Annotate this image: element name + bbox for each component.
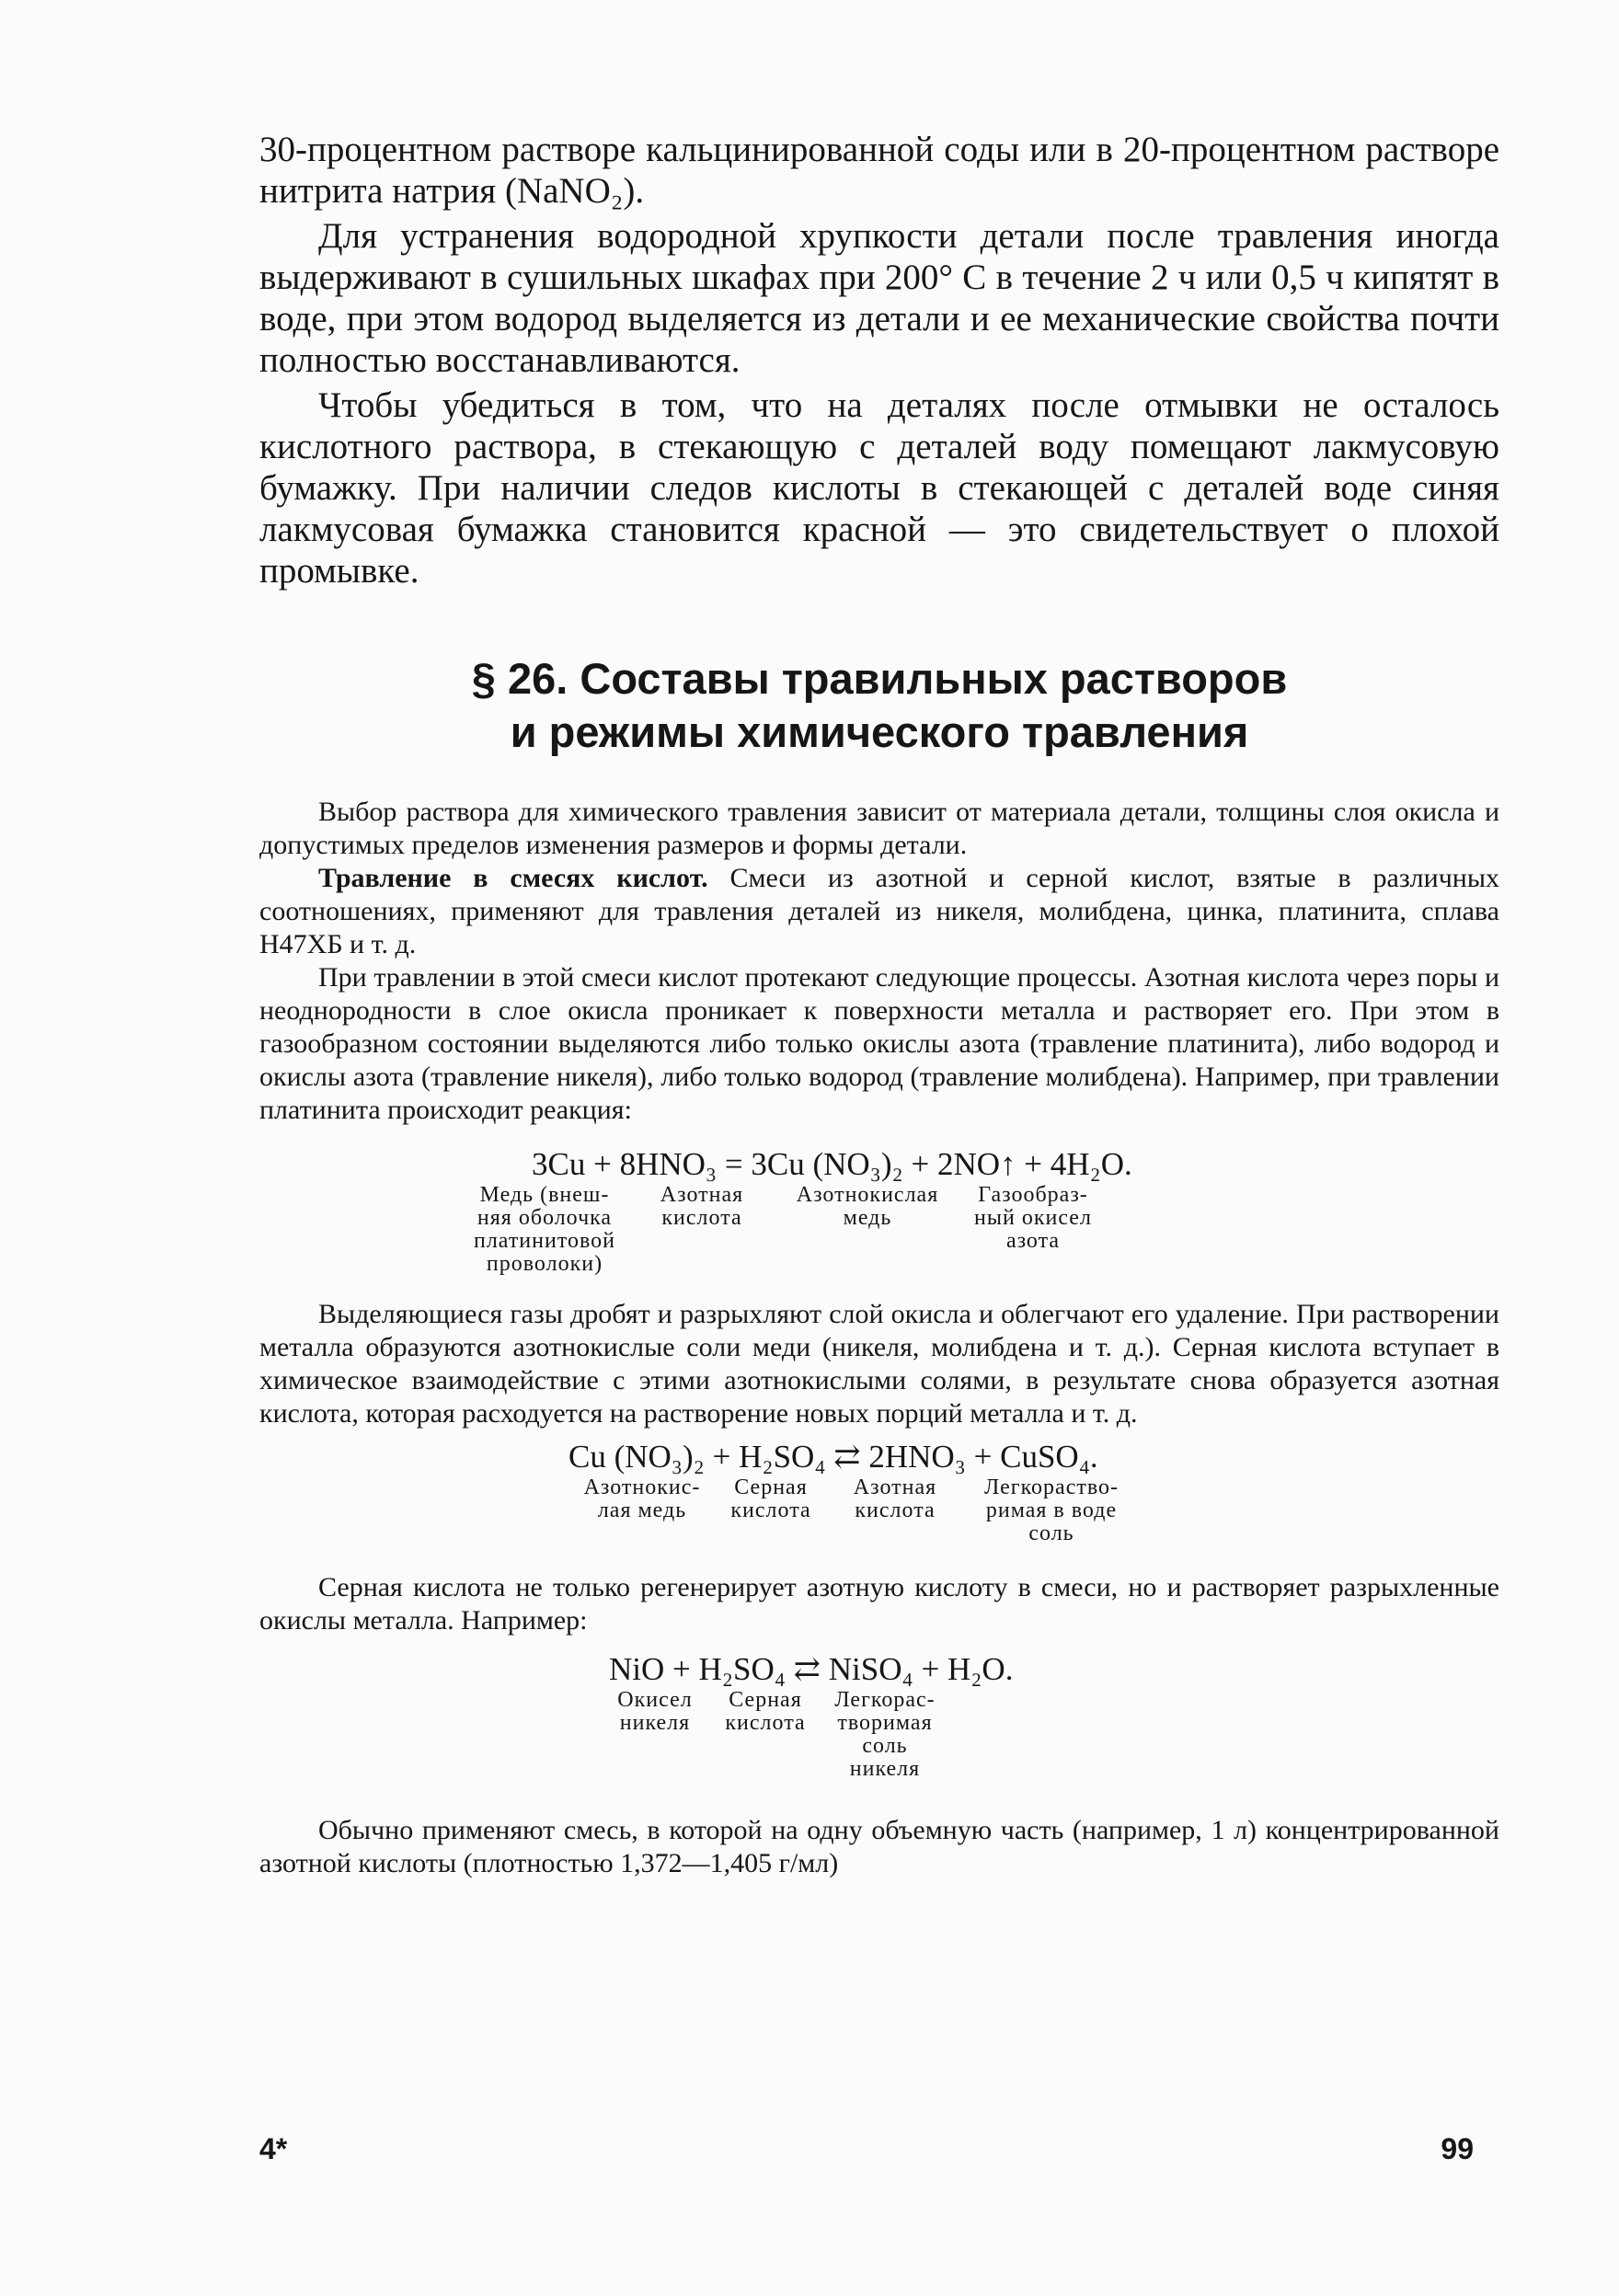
section-title-line1: § 26. Составы травильных растворов xyxy=(471,654,1288,703)
equation-note: Азотная кислота xyxy=(853,1475,937,1522)
equation-note: Азотнокис- лая медь xyxy=(583,1475,701,1522)
paragraph-body-5: Серная кислота не только регенерирует азотную кислоту в смеси, но и растворяет разрыхленные окислы металла. Например: xyxy=(259,1572,1499,1636)
equation-note: Легкорас- творимая соль никеля xyxy=(834,1688,936,1781)
equation-formula-2: Cu (NO₃)₂ + H₂SO₄ ⇄ 2HNO₃ + CuSO₄. xyxy=(568,1439,1098,1475)
equation-block-2 xyxy=(568,1438,1499,1545)
paragraph-body-2-text: Смеси из азотной и серной кислот, взятые в различных соотношениях, применяют для травления деталей из никеля, молибдена, цинка, платинита, сплава Н47ХБ и т. д. xyxy=(259,863,1499,959)
equation-note: Окисел никеля xyxy=(617,1688,693,1735)
equation-note: Азотнокислая медь xyxy=(796,1183,939,1230)
paragraph-intro-3: Чтобы убедиться в том, что на деталях после отмывки не осталось кислотного раствора, в стекающую с деталей воду помещают лакмусовую бумажку. При наличии следов кислоты в стекающей с деталей воде синяя лакмусовая бумажка становится красной — это свидетельствует о плохой промывке. xyxy=(259,385,1499,591)
equation-notes-3 xyxy=(600,1689,1499,1781)
section-title xyxy=(259,652,1499,759)
equation-formula-3: NiO + H₂SO₄ ⇄ NiSO₄ + H₂O. xyxy=(609,1651,1014,1687)
paragraph-intro-1: 30-процентном растворе кальцинированной соды или в 20-процентном растворе нитрита натрия (NaNO₂). xyxy=(259,130,1499,211)
paragraph-body-1: Выбор раствора для химического травления зависит от материала детали, толщины слоя окисла и допустимых пределов изменения размеров и формы детали. xyxy=(259,797,1499,860)
printer-signature: 4* xyxy=(259,2132,288,2165)
section-title-line2: и режимы химического травления xyxy=(510,707,1249,756)
page-number: 99 xyxy=(1441,2132,1474,2165)
paragraph-body-3: При травлении в этой смеси кислот протекают следующие процессы. Азотная кислота через поры и неоднородности в слое окисла проникает к поверхности металла и растворяет его. При этом в газообразном состоянии выделяются либо только окислы азота (травление платинита), либо водород и окислы азота (травление никеля), либо только водород (травление молибдена). Например, при травлении платинита происходит реакция: xyxy=(259,962,1499,1125)
paragraph-intro-2: Для устранения водородной хрупкости детали после травления иногда выдерживают в сушильных шкафах при 200° С в течение 2 ч или 0,5 ч кипятят в воде, при этом водород выделяется из детали и ее механические свойства почти полностью восстанавливаются. xyxy=(259,216,1499,380)
equation-notes-2 xyxy=(568,1476,1499,1545)
equation-formula-1: 3Cu + 8HNO₃ = 3Cu (NO₃)₂ + 2NO↑ + 4H₂O. xyxy=(532,1146,1132,1182)
equation-note: Легкораство- римая в воде соль xyxy=(983,1475,1119,1545)
paragraph-body-2 xyxy=(259,862,1499,961)
equation-block-1 xyxy=(456,1145,1499,1276)
equation-note: Газообраз- ный окисел азота xyxy=(974,1183,1092,1253)
equation-block-3 xyxy=(600,1650,1499,1781)
page-content xyxy=(259,129,1499,1880)
paragraph-run-in-heading: Травление в смесях кислот. xyxy=(318,863,708,893)
equation-note: Серная кислота xyxy=(725,1688,806,1735)
equation-note: Медь (внеш- няя оболочка платинитовой проволоки) xyxy=(473,1183,616,1276)
equation-note: Серная кислота xyxy=(730,1475,811,1522)
paragraph-body-6: Обычно применяют смесь, в которой на одну объемную часть (например, 1 л) концентрированной азотной кислоты (плотностью 1,372—1,405 г/мл) xyxy=(259,1815,1499,1878)
paragraph-body-4: Выделяющиеся газы дробят и разрыхляют слой окисла и облегчают его удаление. При растворении металла образуются азотнокислые соли меди (никеля, молибдена и т. д.). Серная кислота вступает в химическое взаимодействие с этими азотнокислыми солями, в результате снова образуется азотная кислота, которая расходуется на растворение новых порций металла и т. д. xyxy=(259,1299,1499,1429)
equation-note: Азотная кислота xyxy=(660,1183,744,1230)
equation-notes-1 xyxy=(456,1184,1499,1276)
